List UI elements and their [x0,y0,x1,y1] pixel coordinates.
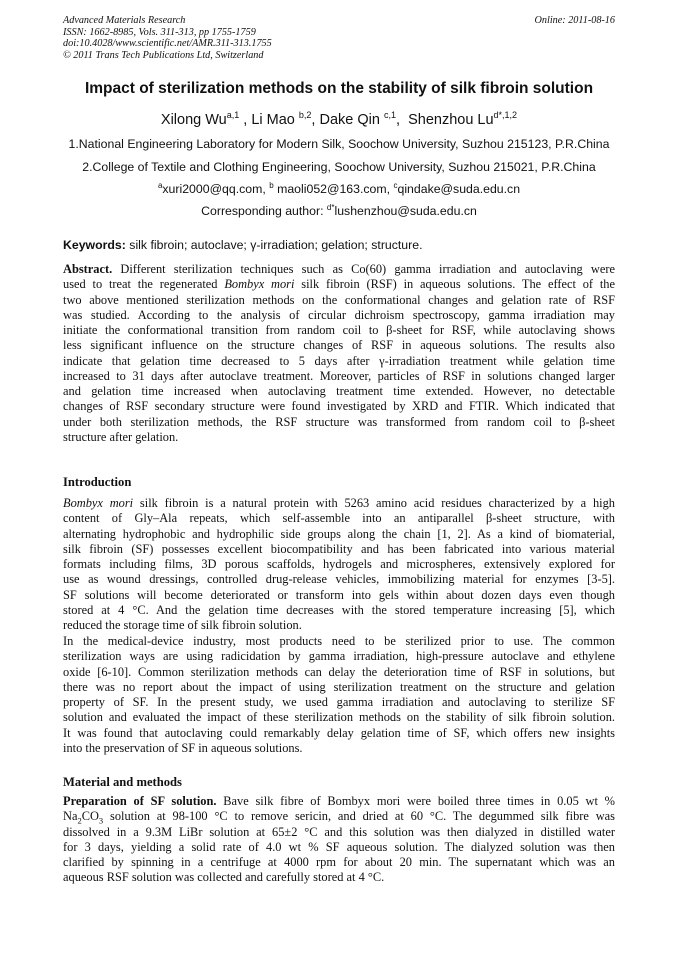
text-line: In the medical-device industry, most products need to be sterilized prior to use. The common [63,634,615,648]
paper-title: Impact of sterilization methods on the stability of silk fibroin solution [84,80,594,97]
author-name: Li Mao [251,111,295,128]
affiliation-1: 1.National Engineering Laboratory for Modern Silk, Soochow University, Suzhou 215123, P.R.China [68,137,610,151]
text-line: there was no report about the impact of using sterilization treatment on the structure and gelation [63,679,615,694]
text-line: for 3 days, yielding a solid rate of 4.0 wt % SF aqueous solution. The dialyzed solution was then [63,839,615,854]
text-line: Preparation of SF solution. Bave silk fibre of Bombyx mori were boiled three times in 0.05 wt % [63,794,616,808]
introduction-paragraph-1 [63,496,615,633]
corresponding-email: lushenzhou@suda.edu.cn [334,204,477,219]
author-list: Xilong Wu$^{a,1}$ , Li Mao $^{b,2}$, Dake Qin $^{c,1}$, Shenzhou $Lu^{d*,1,2}$ [160,110,518,128]
issn: ISSN: 1662-8985, Vols. 311-313, pp 1755-1759 [63,26,256,38]
text-line: It was found that autoclaving could remarkably delay gelation time of SF, which offers new insights [63,725,615,740]
journal-header [63,15,272,61]
doi: doi:10.4028/www.scientific.net/AMR.311-313.1755 [63,38,272,50]
text-line: Bombyx mori silk fibroin is a natural protein with 5263 amino acid residues characterized by a high [63,496,615,510]
text-line: less significant influence on the structure changes of RSF in aqueous solutions. The results also [63,338,615,353]
author-name: Xilong Wu [160,111,227,128]
email-c: qindake@suda.edu.cn [397,182,521,197]
copyright: © 2011 Trans Tech Publications Ltd, Switzerland [63,49,264,61]
text-line: reduced the storage time of silk fibroin solution. [63,618,302,632]
methods-heading: Material and methods [63,775,182,789]
introduction-heading: Introduction [63,475,132,489]
author-sup: b,2 [298,110,312,120]
text-line: changes of RSF secondary structure were found investigated by XRD and FTIR. Which indicated that [63,399,615,414]
text-line: $Na_2CO_3$ solution at 98-100 °C to remove sericin, and dried at 60 °C. The degummed silk fibre was [63,809,615,826]
text-line: under both sterilization methods, the RSF structure was transformed from random coil to β-sheet [63,414,615,429]
journal-name: Advanced Materials Research [63,15,186,26]
keywords-text: silk fibroin; autoclave; γ-irradiation; gelation; structure. [125,238,423,252]
text-line: initiate the conformational transition from random coil to β-sheet for RSF, while autoclaving shows [63,323,615,337]
run-in-label: Abstract. [63,262,113,276]
text-line: SF solutions will become deteriorated or transform into gels within about dozen days even though [63,587,615,602]
email-a: xuri2000@qq.com, [162,182,270,197]
text-line: aqueous RSF solution was collected and carefully stored at 4 °C. [63,870,385,885]
text-line: and gelation time increased when autoclaving treatment time extended. However, no detectable [63,384,615,398]
author-sup: a,1 [226,110,240,120]
text-line: indicate that gelation time decreased to 5 days after γ-irradiation treatment while gelation time [63,353,615,368]
text-line: oxide [6-10]. Common sterilization methods can delay the deterioration time of RSF in solutions, but [63,664,615,679]
email-b: maoli052@163.com, [273,182,394,197]
author-name: Dake Qin [319,111,380,128]
text-line: clarified by spinning in a centrifuge at 4000 rpm for about 20 min. The supernatant which was an [63,855,615,869]
affiliation-2: 2.College of Textile and Clothing Engineering, Soochow University, Suzhou 215021, P.R.China [82,160,596,174]
author-name: Shenzhou Lu [408,111,494,128]
online-date: Online: 2011-08-16 [534,15,615,26]
text-line: stored at 4 °C. And the gelation time decreases with the stored temperature increasing [5], which [63,602,615,617]
methods-paragraph [63,794,615,886]
text-line: dissolved in a 9.3M LiBr solution at 65±2 °C and this solution was then dialyzed in distilled water [63,824,615,839]
introduction-paragraph-2 [63,634,615,756]
email-line: $^a$xuri2000@qq.com, $^b$ maoli052@163.com, $^c$qindake@suda.edu.cn [157,181,521,197]
author-sup: d*,1,2 [493,110,518,120]
text-line: silk fibroin (SF) possesses excellent biocompatibility and has been fabricated into various material [63,541,615,556]
run-in-label: Preparation of SF solution. [63,794,217,808]
text-line: was studied. According to the analysis of circular dichroism spectroscopy, gamma irradiation may [63,307,615,322]
keywords [63,238,423,252]
text-line: formats including films, 3D porous scaffolds, hydrogels and microspheres, extensively explored for [63,557,615,571]
text-line: used to treat the regenerated Bombyx mori silk fibroin (RSF) in aqueous solutions. The effect of the [63,277,615,292]
keywords-label: Keywords: [63,238,126,252]
text-line: alternating hydrophobic and hydrophilic side groups along the chain [1, 2]. As a kind of biomaterial, [63,526,615,541]
text-line: sterilization ways are using radicidation by gamma irradiation, high-pressure autoclave and ethylene [63,649,615,664]
text-line: solution and evaluated the impact of these sterilization methods on the stability of silk fibroin solution. [63,710,615,725]
text-line: structure after gelation. [63,429,179,444]
corresponding-author: Corresponding author: $^{d*}$lushenzhou@suda.edu.cn [201,203,477,219]
text-line: two above mentioned sterilization methods on the conformational changes and gelation rate of RSF [63,292,615,307]
text-line: increased to 31 days after autoclave treatment. Moreover, particles of RSF in solutions changed larger [63,368,615,383]
text-line: use as wound dressings, controlled drug-release vehicles, immobilizing material for enzymes [3-5]. [63,572,615,587]
abstract [63,262,615,445]
text-line: Abstract. Different sterilization techniques such as Co(60) gamma irradiation and autoclaving were [63,262,615,276]
text-line: property of SF. In the present study, we used gamma irradiation and autoclaving to sterilize SF [63,695,615,709]
text-line: into the preservation of SF in aqueous solutions. [63,740,303,755]
author-sup: c,1 [383,110,396,120]
text-line: content of Gly–Ala repeats, which self-assemble into an antiparallel β-sheet structure, with [63,511,615,526]
